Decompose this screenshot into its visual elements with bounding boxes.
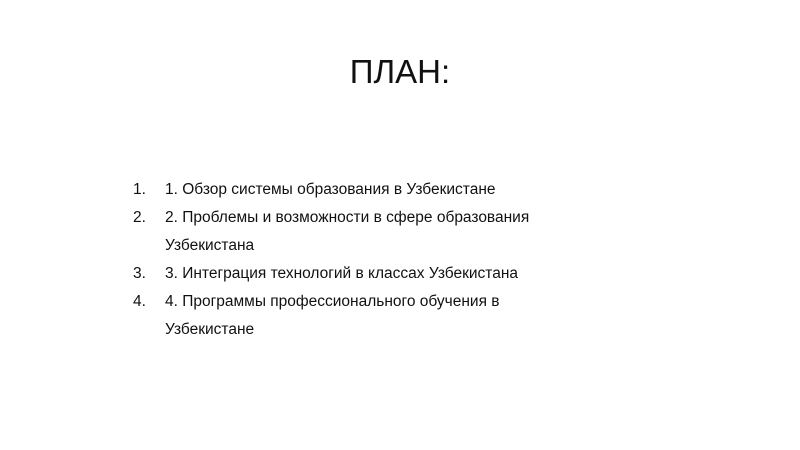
list-item-text: 2. Проблемы и возможности в сфере образования Узбекистана bbox=[165, 209, 530, 254]
list-item-text: 1. Обзор системы образования в Узбекистане bbox=[165, 181, 496, 198]
list-item-text: 3. Интеграция технологий в классах Узбекистана bbox=[165, 265, 519, 282]
list-item bbox=[133, 176, 533, 204]
list-item-text: 4. Программы профессионального обучения в Узбекистане bbox=[165, 293, 500, 338]
list-item-number: 3. bbox=[133, 265, 146, 282]
list-item-number: 1. bbox=[133, 181, 146, 198]
list-item-number: 4. bbox=[133, 293, 146, 310]
list-item bbox=[133, 288, 533, 344]
list-item bbox=[133, 260, 533, 288]
list-item bbox=[133, 204, 533, 260]
slide-title: ПЛАН: bbox=[349, 53, 451, 90]
plan-list bbox=[133, 176, 533, 344]
list-item-number: 2. bbox=[133, 209, 146, 226]
